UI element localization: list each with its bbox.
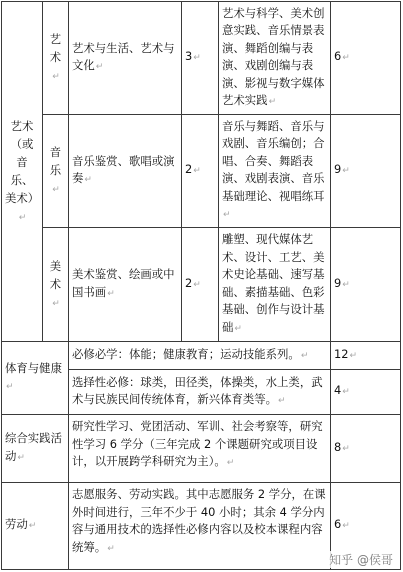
elective-content-cell: 音乐与舞蹈、音乐与戏剧、音乐编创；合唱、合奏、舞蹈表演、戏剧表演、音乐基础理论、视唱练耳↵ bbox=[219, 115, 331, 228]
area-cell-pe: 体育与健康↵ bbox=[2, 342, 69, 415]
elective-content-cell: 艺术与科学、美术创意实践、音乐情景表演、舞蹈创编与表演、戏剧创编与表演、影视与数字媒体艺术实践↵ bbox=[219, 2, 331, 115]
pe-elective-content-cell: 选择性必修：球类，田径类，体操类，水上类，武术与民族民间传统体育，新兴体育类等。↵ bbox=[69, 370, 331, 415]
area-cell-labor: 劳动↵ bbox=[2, 483, 69, 570]
subject-cell: 艺术↵ bbox=[43, 2, 69, 115]
elective-content-cell: 雕塑、现代媒体艺术、设计、工艺、美术史论基础、速写基础、素描基础、色彩基础、创作与设计基础↵ bbox=[219, 228, 331, 342]
practice-content-cell: 研究性学习、党团活动、军训、社会考察等，研究性学习 6 学分（三年完成 2 个课题研究或项目设计，以开展跨学科研究为主）。↵ bbox=[69, 415, 331, 483]
required-credits-cell: 2↵ bbox=[182, 115, 219, 228]
required-content-cell: 美术鉴赏、绘画或中国书画↵ bbox=[69, 228, 182, 342]
subject-cell: 音乐↵ bbox=[43, 115, 69, 228]
table-row-practice bbox=[2, 415, 401, 483]
elective-credits-cell: 6↵ bbox=[331, 2, 401, 115]
table-row-fine-arts bbox=[2, 228, 401, 342]
table-row-music bbox=[2, 115, 401, 228]
elective-credits-cell: 9↵ bbox=[331, 115, 401, 228]
area-cell-practice: 综合实践活动↵ bbox=[2, 415, 69, 483]
required-credits-cell: 3↵ bbox=[182, 2, 219, 115]
pe-required-content-cell: 必修必学：体能；健康教育；运动技能系列。↵ bbox=[69, 342, 331, 370]
practice-credits-cell: 8↵ bbox=[331, 415, 401, 483]
area-cell-art: 艺术（或音乐、美术）↵ bbox=[2, 2, 43, 342]
required-content-cell: 艺术与生活、艺术与文化↵ bbox=[69, 2, 182, 115]
labor-credits-cell: 6↵ bbox=[331, 483, 401, 570]
required-credits-cell: 2↵ bbox=[182, 228, 219, 342]
subject-cell: 美术↵ bbox=[43, 228, 69, 342]
pe-required-credits-cell: 12↵ bbox=[331, 342, 401, 370]
pe-elective-credits-cell: 4↵ bbox=[331, 370, 401, 415]
watermark: 知乎 @侯哥 bbox=[329, 553, 393, 567]
required-content-cell: 音乐鉴赏、歌唱或演奏↵ bbox=[69, 115, 182, 228]
area-label: 艺术（或音乐、美术） bbox=[5, 118, 40, 205]
table-row-art bbox=[2, 2, 401, 115]
table-row-pe-required bbox=[2, 342, 401, 370]
course-credit-table bbox=[1, 1, 401, 570]
labor-content-cell: 志愿服务、劳动实践。其中志愿服务 2 学分，在课外时间进行，三年不少于 40 小时；其余 4 学分内容与通用技术的选择性必修内容以及校本课程内容统筹。↵ bbox=[69, 483, 331, 570]
elective-credits-cell: 9↵ bbox=[331, 228, 401, 342]
